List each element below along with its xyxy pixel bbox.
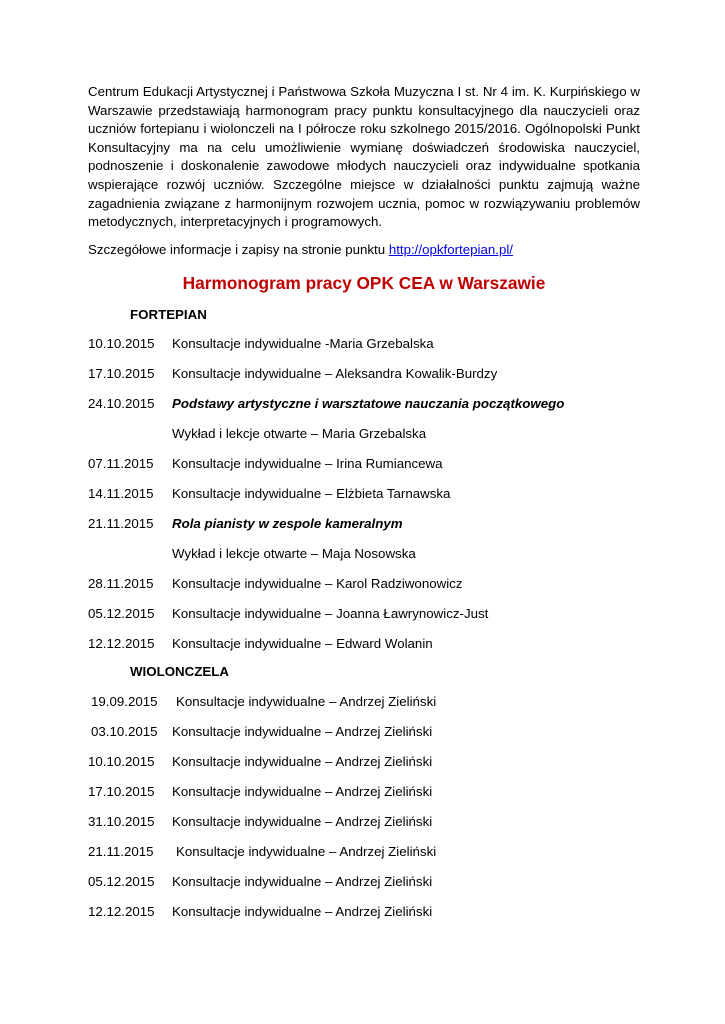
row-date: 19.09.2015 (91, 693, 158, 709)
row-date: 17.10.2015 (88, 365, 155, 381)
schedule-row (88, 515, 640, 533)
schedule-row (88, 425, 640, 443)
schedule-row (88, 365, 640, 383)
section-title-wiolonczela: WIOLONCZELA (130, 663, 229, 679)
row-topic: Podstawy artystyczne i warsztatowe nauczania początkowego (172, 395, 565, 411)
row-date: 17.10.2015 (88, 783, 155, 799)
row-date: 21.11.2015 (88, 515, 154, 531)
info-text: Szczegółowe informacje i zapisy na stronie punktu (88, 241, 389, 257)
row-date: 07.11.2015 (88, 455, 154, 471)
schedule-row (88, 843, 640, 861)
row-desc: Konsultacje indywidualne – Aleksandra Kowalik-Burdzy (172, 365, 498, 381)
row-topic: Rola pianisty w zespole kameralnym (172, 515, 403, 531)
fortepian-schedule (88, 335, 640, 653)
row-desc: Konsultacje indywidualne – Karol Radziwonowicz (172, 575, 463, 591)
row-date: 05.12.2015 (88, 873, 155, 889)
row-desc: Konsultacje indywidualne – Joanna Ławrynowicz-Just (172, 605, 489, 621)
schedule-row (88, 783, 640, 801)
row-date: 21.11.2015 (88, 843, 154, 859)
schedule-row (88, 395, 640, 413)
row-desc: Konsultacje indywidualne – Edward Wolanin (172, 635, 433, 651)
row-date (88, 545, 172, 563)
row-desc: Wykład i lekcje otwarte – Maria Grzebalska (172, 425, 427, 441)
row-desc: Konsultacje indywidualne – Andrzej Zieliński (172, 903, 433, 919)
row-desc: Konsultacje indywidualne – Andrzej Zieliński (176, 693, 437, 709)
row-date: 24.10.2015 (88, 395, 155, 411)
schedule-row (88, 813, 640, 831)
row-date (88, 425, 172, 443)
row-desc: Konsultacje indywidualne – Andrzej Zieliński (176, 843, 437, 859)
schedule-row (88, 485, 640, 503)
intro-paragraph: Centrum Edukacji Artystycznej i Państwowa Szkoła Muzyczna I st. Nr 4 im. K. Kurpińskiego w Warszawie przedstawiają harmonogram pracy punktu konsultacyjnego dla nauczycieli oraz uczniów fortepianu i wiolonczeli na I półrocze roku szkolnego 2015/2016. Ogólnopolski Punkt Konsultacyjny ma na celu umożliwienie wymianę doświadczeń środowiska nauczyciel, podnoszenie i doskonalenie zawodowe młodych nauczycieli oraz indywidualne spotkania wspierające rozwój uczniów. Szczególne miejsce w działalności punktu zajmują ważne zagadnienia związane z harmonijnym rozwojem ucznia, pomoc w rozwiązywaniu problemów metodycznych, interpretacyjnych i programowych. (88, 84, 640, 230)
row-date: 14.11.2015 (88, 485, 154, 501)
row-desc: Konsultacje indywidualne – Andrzej Zieliński (172, 873, 433, 889)
schedule-heading: Harmonogram pracy OPK CEA w Warszawie (182, 272, 546, 293)
row-date: 10.10.2015 (88, 335, 155, 351)
schedule-row (88, 873, 640, 891)
schedule-row (88, 693, 640, 711)
schedule-row (88, 753, 640, 771)
schedule-row (88, 903, 640, 921)
info-line (88, 241, 640, 259)
row-desc: Konsultacje indywidualne – Andrzej Zieliński (172, 813, 433, 829)
schedule-row (88, 635, 640, 653)
row-date: 12.12.2015 (88, 635, 155, 651)
wiolonczela-schedule (88, 693, 640, 921)
schedule-row (88, 455, 640, 473)
row-date: 12.12.2015 (88, 903, 155, 919)
row-date: 28.11.2015 (88, 575, 154, 591)
row-desc: Konsultacje indywidualne – Andrzej Zieliński (172, 723, 433, 739)
row-date: 05.12.2015 (88, 605, 155, 621)
row-desc: Konsultacje indywidualne – Elżbieta Tarnawska (172, 485, 451, 501)
schedule-row (88, 545, 640, 563)
row-date: 03.10.2015 (91, 723, 158, 739)
schedule-row (88, 335, 640, 353)
row-desc: Konsultacje indywidualne – Irina Rumiancewa (172, 455, 443, 471)
schedule-row (88, 575, 640, 593)
row-desc: Konsultacje indywidualne -Maria Grzebalska (172, 335, 434, 351)
info-link[interactable]: http://opkfortepian.pl/ (388, 241, 513, 257)
row-desc: Wykład i lekcje otwarte – Maja Nosowska (172, 545, 416, 561)
schedule-row (88, 723, 640, 741)
document-page (88, 83, 640, 921)
row-desc: Konsultacje indywidualne – Andrzej Zieliński (172, 753, 433, 769)
row-date: 10.10.2015 (88, 753, 155, 769)
row-date: 31.10.2015 (88, 813, 155, 829)
row-desc: Konsultacje indywidualne – Andrzej Zieliński (172, 783, 433, 799)
schedule-row (88, 605, 640, 623)
section-title-fortepian: FORTEPIAN (130, 306, 207, 322)
